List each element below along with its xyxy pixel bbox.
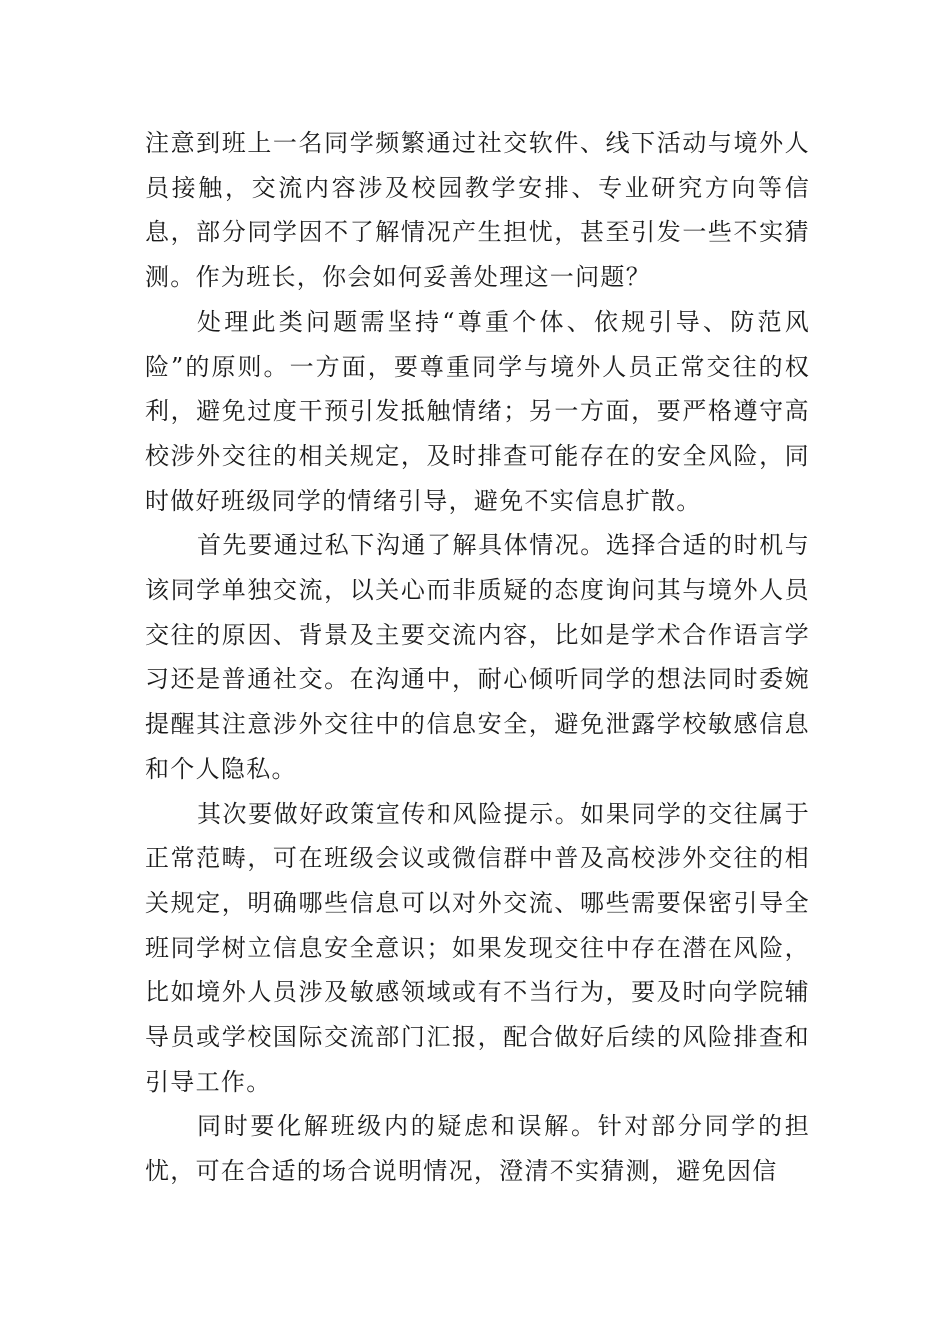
paragraph-resolve-doubts: 同时要化解班级内的疑虑和误解。针对部分同学的担忧，可在合适的场合说明情况，澄清不实猜测，避免因信 [145,1112,810,1186]
document-body [145,121,810,1194]
paragraph-principle: 处理此类问题需坚持“尊重个体、依规引导、防范风险”的原则。一方面，要尊重同学与境外人员正常交往的权利，避免过度干预引发抵触情绪；另一方面，要严格遵守高校涉外交往的相关规定，及时排查可能存在的安全风险，同时做好班级同学的情绪引导，避免不实信息扩散。 [145,307,810,515]
paragraph-question: 注意到班上一名同学频繁通过社交软件、线下活动与境外人员接触，交流内容涉及校园教学安排、专业研究方向等信息，部分同学因不了解情况产生担忧，甚至引发一些不实猜测。作为班长，你会如何妥善处理这一问题？ [145,129,810,292]
paragraph-policy-publicity: 其次要做好政策宣传和风险提示。如果同学的交往属于正常范畴，可在班级会议或微信群中普及高校涉外交往的相关规定，明确哪些信息可以对外交流、哪些需要保密引导全班同学树立信息安全意识；如果发现交往中存在潜在风险，比如境外人员涉及敏感领域或有不当行为，要及时向学院辅导员或学校国际交流部门汇报，配合做好后续的风险排查和引导工作。 [145,799,810,1096]
paragraph-private-communication: 首先要通过私下沟通了解具体情况。选择合适的时机与该同学单独交流，以关心而非质疑的态度询问其与境外人员交往的原因、背景及主要交流内容，比如是学术合作语言学习还是普通社交。在沟通中，耐心倾听同学的想法同时委婉提醒其注意涉外交往中的信息安全，避免泄露学校敏感信息和个人隐私。 [145,531,810,783]
